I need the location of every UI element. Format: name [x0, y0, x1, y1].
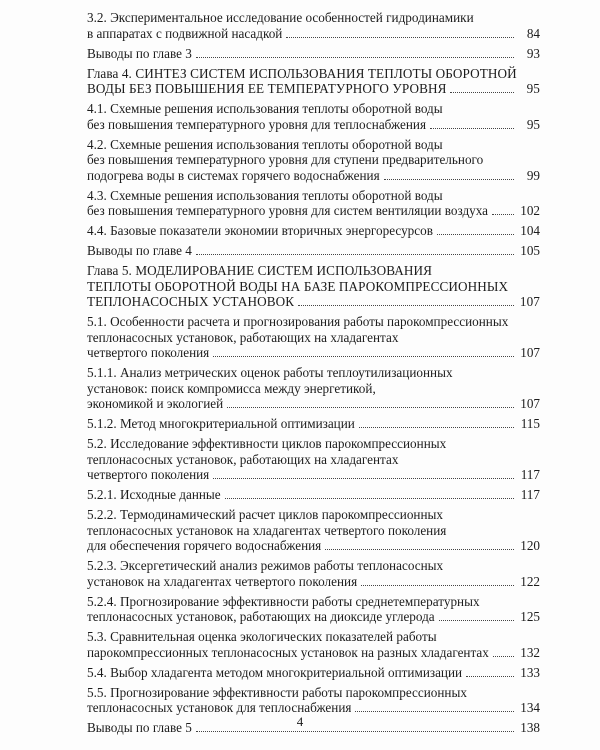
toc-entry-text-line: подогрева воды в системах горячего водоснабжения: [87, 167, 380, 183]
toc-entry-text-line: экономикой и экологией: [87, 396, 224, 411]
toc-entry: [87, 416, 540, 432]
dot-leader: [286, 36, 514, 38]
toc-entry-last-line: [87, 416, 540, 432]
toc-entry-text-line: теплонасосных установок, работающих на хладагентах: [87, 329, 399, 345]
toc-entry-last-line: [87, 645, 540, 661]
toc-entry: [87, 594, 540, 625]
toc-entry-last-line: [87, 203, 540, 219]
dot-leader: [430, 127, 514, 129]
toc-entry: [87, 685, 540, 716]
toc-entry-page-number: 117: [520, 487, 540, 502]
toc-entry-text-line: 4.4. Базовые показатели экономии вторичных энергоресурсов: [87, 223, 433, 238]
toc-entry-last-line: [87, 574, 540, 590]
toc-entry-text-line: 5.2.3. Эксергетический анализ режимов работы теплонасосных: [87, 558, 444, 573]
toc-entry-last-line: [87, 345, 540, 361]
toc-entry-last-line: [87, 294, 540, 310]
toc-entry-last-line: [87, 26, 540, 42]
toc-entry-page-number: 102: [520, 203, 540, 218]
toc-entry-text-line: без повышения температурного уровня для ступени предварительного: [87, 152, 484, 167]
toc-entry-text-line: Выводы по главе 3: [87, 45, 192, 61]
dot-leader: [196, 730, 514, 732]
toc-entry-text-line: 5.2. Исследование эффективности циклов парокомпрессионных: [87, 436, 447, 451]
dot-leader: [196, 253, 514, 255]
toc-entry-page-number: 115: [520, 416, 540, 431]
toc-entry-text-line: Выводы по главе 4: [87, 243, 192, 258]
toc-entry: [87, 558, 540, 589]
dot-leader: [325, 548, 514, 550]
dot-leader: [439, 619, 514, 621]
toc-entry-text-line: теплонасосных установок, работающих на хладагентах: [87, 451, 399, 467]
toc-entry: [87, 223, 540, 239]
toc-entry-text-line: ВОДЫ БЕЗ ПОВЫШЕНИЯ ЕЕ ТЕМПЕРАТУРНОГО УРОВНЯ: [87, 81, 447, 96]
toc-entry-text-line: Глава 5. МОДЕЛИРОВАНИЕ СИСТЕМ ИСПОЛЬЗОВАНИЯ: [87, 263, 433, 278]
toc-entry-text-line: 5.5. Прогнозирование эффективности работы парокомпрессионных: [87, 684, 467, 700]
toc-entry-page-number: 93: [526, 45, 540, 61]
toc-entry-text-line: для обеспечения горячего водоснабжения: [87, 538, 322, 553]
toc-entry-page-number: 125: [520, 609, 540, 624]
toc-entry-last-line: [87, 467, 540, 483]
table-of-contents: [87, 10, 540, 740]
toc-entry-page-number: 138: [520, 720, 540, 735]
toc-entry-page-number: 99: [526, 167, 540, 183]
toc-entry-page-number: 104: [520, 223, 540, 238]
toc-entry-text-line: 5.2.4. Прогнозирование эффективности работы среднетемпературных: [87, 593, 480, 609]
toc-entry-last-line: [87, 487, 540, 503]
toc-entry-text-line: ТЕПЛОТЫ ОБОРОТНОЙ ВОДЫ НА БАЗЕ ПАРОКОМПРЕССИОННЫХ: [87, 278, 509, 294]
toc-entry-last-line: [87, 396, 540, 412]
toc-entry: [87, 314, 540, 361]
toc-entry: [87, 243, 540, 259]
toc-entry-text-line: без повышения температурного уровня для теплоснабжения: [87, 116, 427, 132]
dot-leader: [227, 406, 514, 408]
toc-entry: [87, 101, 540, 132]
toc-entry-page-number: 105: [520, 243, 540, 258]
toc-entry: [87, 507, 540, 554]
toc-entry-page-number: 107: [519, 294, 540, 309]
dot-leader: [466, 675, 514, 677]
toc-entry: [87, 629, 540, 660]
toc-entry: [87, 487, 540, 503]
toc-entry-last-line: [87, 81, 540, 97]
toc-entry-text-line: установок на хладагентах четвертого поколения: [87, 573, 358, 589]
toc-entry-text-line: установок: поиск компромисса между энергетикой,: [87, 380, 376, 396]
dot-leader: [437, 233, 514, 235]
toc-entry-text-line: теплонасосных установок для теплоснабжения: [87, 700, 352, 715]
page-number: 4: [296, 714, 304, 729]
toc-entry-text-line: теплонасосных установок, работающих на диоксиде углерода: [87, 609, 435, 624]
toc-entry-page-number: 107: [520, 345, 540, 360]
toc-entry-page-number: 122: [520, 573, 540, 589]
dot-leader: [492, 213, 514, 215]
dot-leader: [298, 304, 514, 306]
toc-entry-text-line: Выводы по главе 5: [87, 720, 192, 735]
toc-entry-page-number: 132: [520, 644, 540, 660]
toc-chapter-entry: [87, 66, 540, 97]
toc-entry-last-line: [87, 46, 540, 62]
toc-entry-page-number: 134: [520, 700, 540, 715]
toc-entry-page-number: 133: [520, 664, 540, 680]
toc-entry: [87, 46, 540, 62]
toc-entry-page-number: 95: [526, 116, 540, 132]
toc-entry: [87, 436, 540, 483]
toc-entry-text-line: парокомпрессионных теплонасосных установок на разных хладагентах: [87, 644, 489, 660]
toc-entry-text-line: 5.1.1. Анализ метрических оценок работы теплоутилизационных: [87, 365, 453, 380]
toc-entry-page-number: 84: [526, 25, 540, 41]
toc-entry-text-line: ТЕПЛОНАСОСНЫХ УСТАНОВОК: [87, 294, 295, 309]
toc-entry-page-number: 107: [520, 396, 540, 411]
dot-leader: [361, 584, 514, 586]
toc-entry-text-line: 5.2.2. Термодинамический расчет циклов парокомпрессионных: [87, 507, 443, 522]
toc-entry-last-line: [87, 665, 540, 681]
dot-leader: [196, 56, 514, 58]
toc-entry-text-line: 5.3. Сравнительная оценка экологических показателей работы: [87, 629, 437, 644]
dot-leader: [213, 477, 514, 479]
toc-entry-text-line: Глава 4. СИНТЕЗ СИСТЕМ ИСПОЛЬЗОВАНИЯ ТЕПЛОТЫ ОБОРОТНОЙ: [87, 65, 517, 81]
toc-entry-page-number: 120: [520, 538, 540, 553]
toc-entry-last-line: [87, 609, 540, 625]
toc-entry-text-line: четвертого поколения: [87, 345, 210, 360]
dot-leader: [359, 426, 514, 428]
toc-entry-text-line: без повышения температурного уровня для систем вентиляции воздуха: [87, 203, 489, 218]
dot-leader: [384, 178, 514, 180]
toc-entry-text-line: 5.4. Выбор хладагента методом многокритериальной оптимизации: [87, 664, 463, 680]
toc-entry: [87, 10, 540, 41]
dot-leader: [355, 710, 514, 712]
toc-entry-text-line: 4.1. Схемные решения использования теплоты оборотной воды: [87, 101, 443, 116]
toc-entry-page-number: 117: [520, 467, 540, 482]
dot-leader: [493, 655, 514, 657]
toc-entry-last-line: [87, 538, 540, 554]
toc-entry: [87, 188, 540, 219]
toc-entry-text-line: 5.1.2. Метод многокритериальной оптимизации: [87, 416, 355, 431]
toc-entry-last-line: [87, 117, 540, 133]
toc-entry: [87, 365, 540, 412]
toc-entry-text-line: 3.2. Экспериментальное исследование особенностей гидродинамики: [87, 10, 474, 25]
toc-entry: [87, 137, 540, 184]
toc-entry-page-number: 95: [526, 81, 540, 96]
dot-leader: [450, 91, 514, 93]
toc-entry-last-line: [87, 168, 540, 184]
dot-leader: [213, 355, 514, 357]
toc-entry-last-line: [87, 223, 540, 239]
toc-entry-last-line: [87, 243, 540, 259]
toc-entry-text-line: четвертого поколения: [87, 467, 210, 482]
toc-entry-text-line: теплонасосных установок на хладагентах четвертого поколения: [87, 522, 447, 538]
toc-entry: [87, 665, 540, 681]
toc-entry-text-line: в аппаратах с подвижной насадкой: [87, 25, 283, 41]
toc-entry-text-line: 4.3. Схемные решения использования теплоты оборотной воды: [87, 187, 443, 203]
toc-chapter-entry: [87, 263, 540, 310]
toc-entry-text-line: 5.1. Особенности расчета и прогнозирования работы парокомпрессионных: [87, 314, 509, 329]
toc-entry-text-line: 5.2.1. Исходные данные: [87, 487, 221, 502]
dot-leader: [225, 497, 514, 499]
toc-entry-text-line: 4.2. Схемные решения использования теплоты оборотной воды: [87, 136, 443, 152]
